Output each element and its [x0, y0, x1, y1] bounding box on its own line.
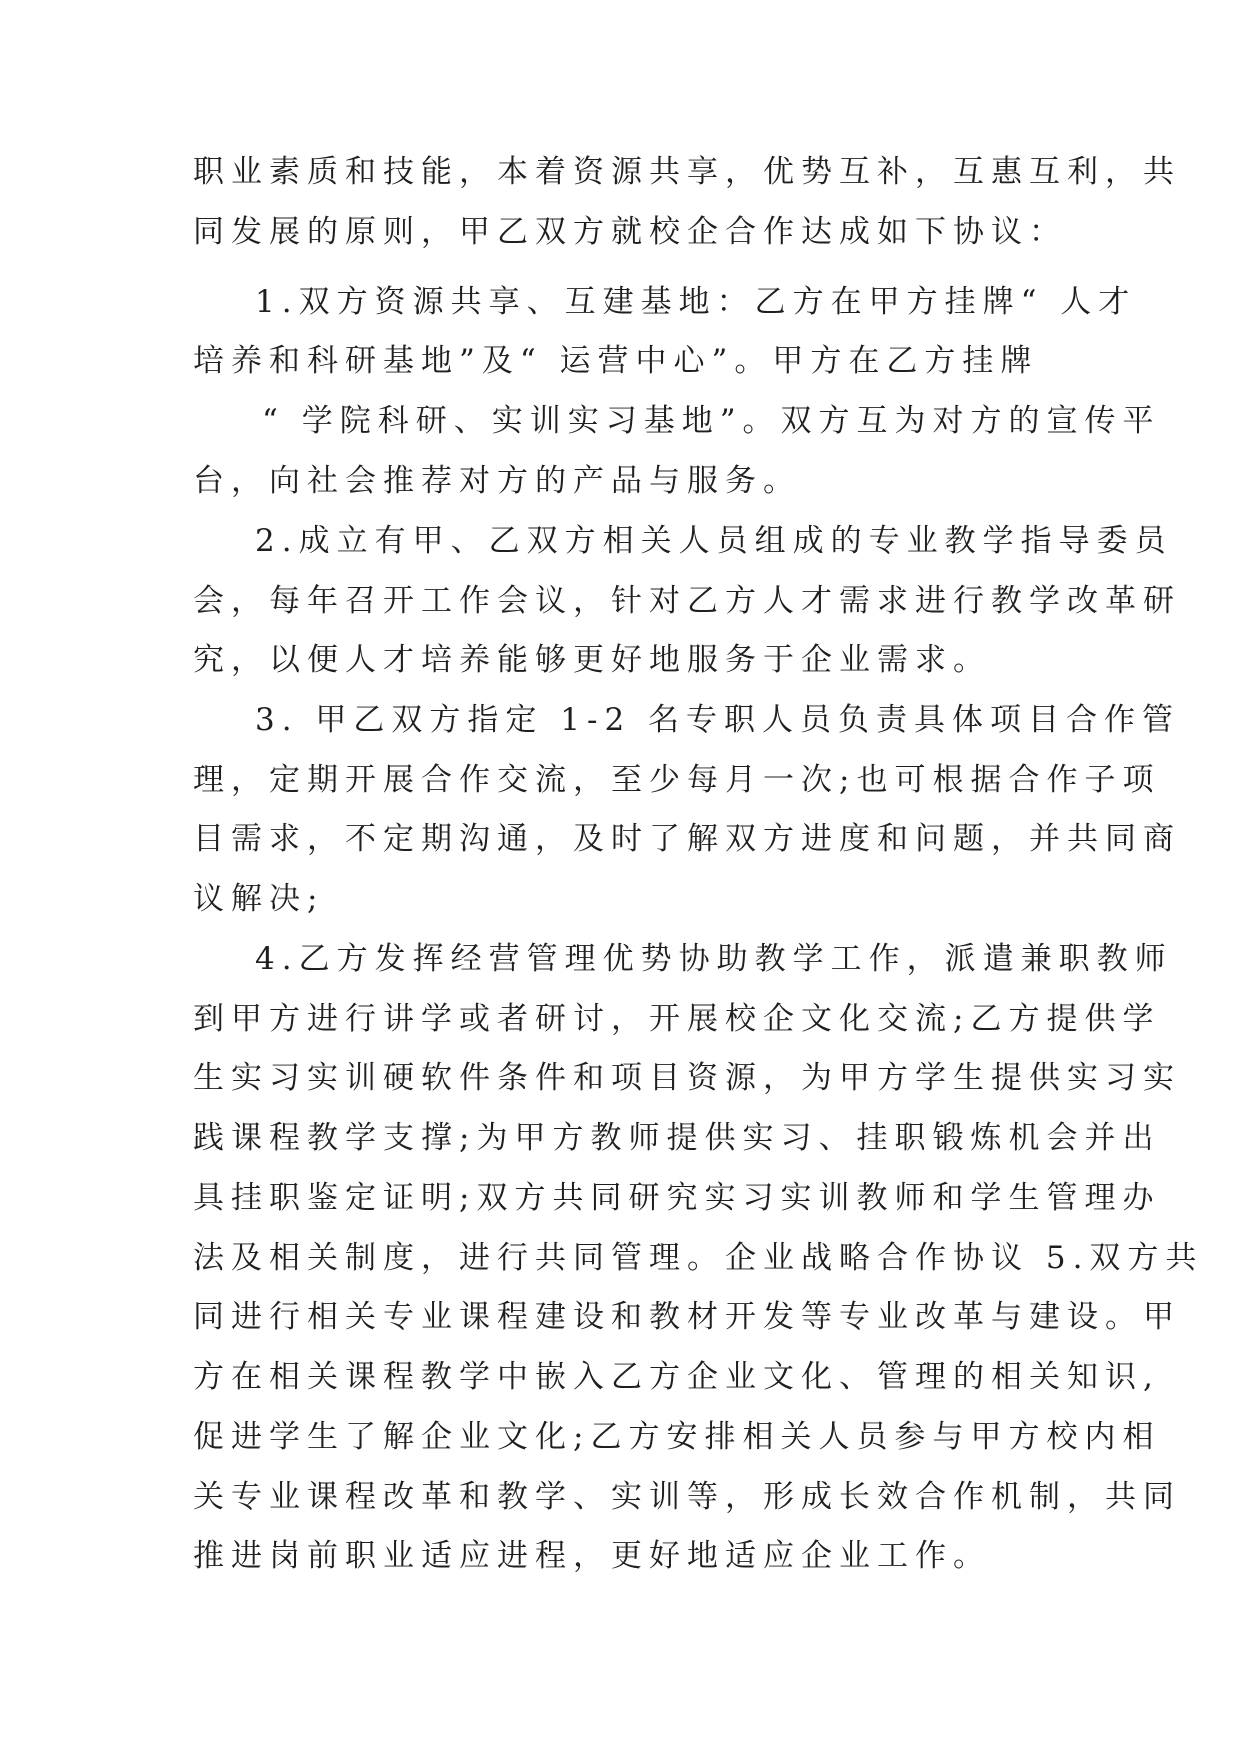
text-line: 具挂职鉴定证明;双方共同研究实习实训教师和学生管理办 [193, 1180, 1161, 1216]
text-line: 究，以便人才培养能够更好地服务于企业需求。 [193, 642, 991, 678]
text-line: 职业素质和技能，本着资源共享，优势互补，互惠互利，共 [193, 154, 1181, 190]
text-line: “ 学院科研、实训实习基地”。双方互为对方的宣传平 [262, 403, 1161, 439]
text-line: 目需求，不定期沟通，及时了解双方进度和问题，并共同商 [193, 821, 1181, 857]
text-line: 方在相关课程教学中嵌入乙方企业文化、管理的相关知识, [193, 1359, 1160, 1395]
text-line: 1.双方资源共享、互建基地：乙方在甲方挂牌“ 人才 [255, 284, 1137, 320]
text-line: 议解决; [193, 881, 325, 917]
text-line: 关专业课程改革和教学、实训等，形成长效合作机制，共同 [193, 1479, 1181, 1515]
text-line: 同进行相关专业课程建设和教材开发等专业改革与建设。甲 [193, 1299, 1181, 1335]
text-line: 践课程教学支撑;为甲方教师提供实习、挂职锻炼机会并出 [193, 1120, 1161, 1156]
text-line: 2.成立有甲、乙双方相关人员组成的专业教学指导委员 [255, 523, 1173, 559]
text-line: 到甲方进行讲学或者研讨，开展校企文化交流;乙方提供学 [193, 1001, 1161, 1037]
text-line: 生实习实训硬软件条件和项目资源，为甲方学生提供实习实 [193, 1060, 1181, 1096]
text-line: 促进学生了解企业文化;乙方安排相关人员参与甲方校内相 [193, 1419, 1161, 1455]
text-line: 同发展的原则，甲乙双方就校企合作达成如下协议： [193, 214, 1067, 250]
text-line: 会，每年召开工作会议，针对乙方人才需求进行教学改革研 [193, 583, 1181, 619]
text-line: 培养和科研基地”及“ 运营中心”。甲方在乙方挂牌 [193, 343, 1039, 379]
text-line: 台，向社会推荐对方的产品与服务。 [193, 463, 801, 499]
text-line: 3. 甲乙双方指定 1-2 名专职人员负责具体项目合作管 [255, 702, 1181, 738]
text-line: 4.乙方发挥经营管理优势协助教学工作，派遣兼职教师 [255, 941, 1173, 977]
text-line: 理，定期开展合作交流，至少每月一次;也可根据合作子项 [193, 762, 1161, 798]
text-line: 法及相关制度，进行共同管理。企业战略合作协议 5.双方共 [193, 1240, 1204, 1276]
text-line: 推进岗前职业适应进程，更好地适应企业工作。 [193, 1538, 991, 1574]
